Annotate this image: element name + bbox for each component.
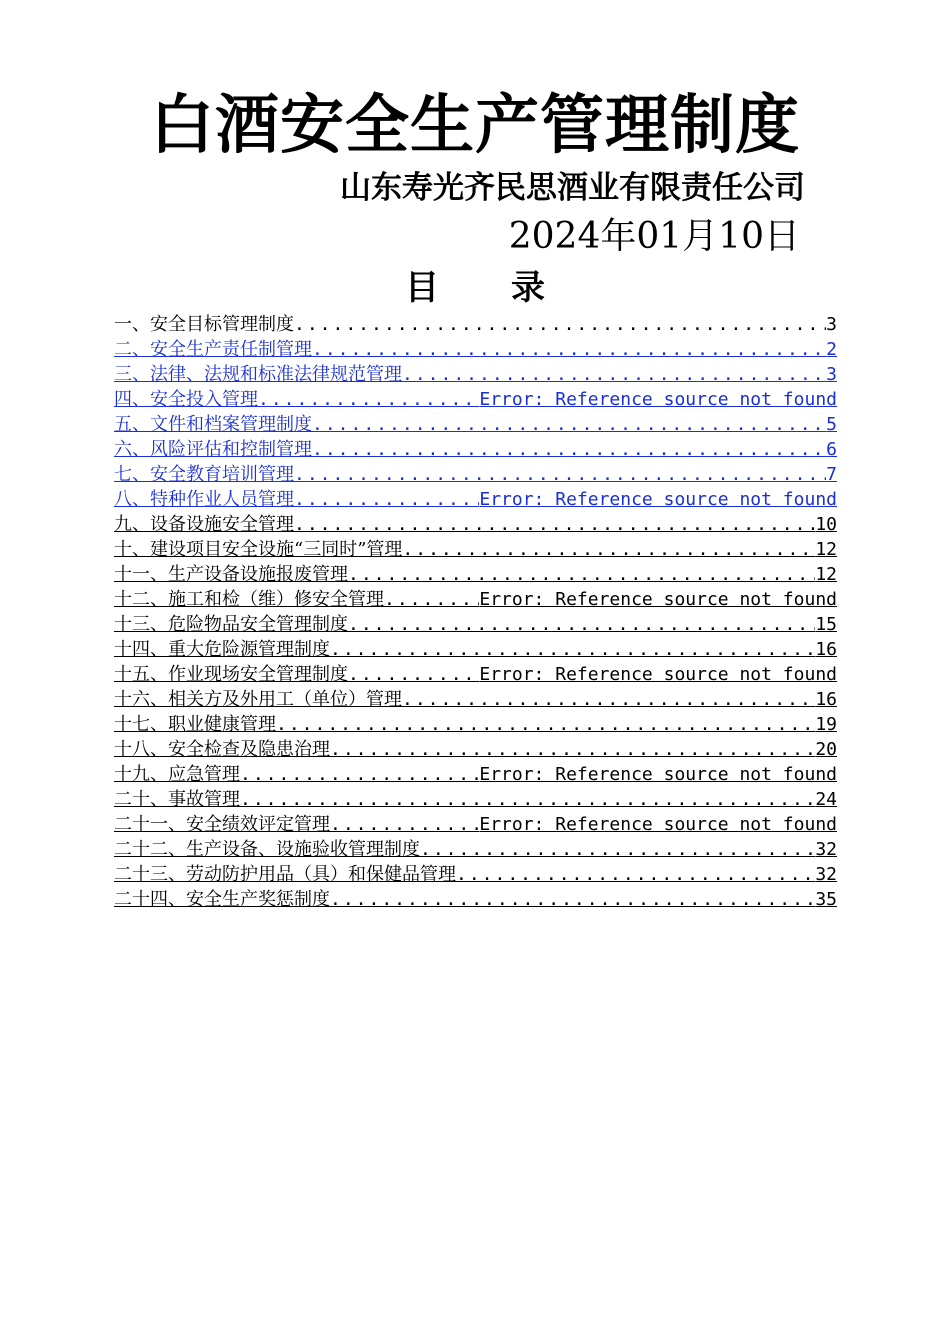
toc-entry-label: 十七、职业健康管理 [114, 714, 276, 735]
toc-dot-leader [276, 712, 815, 737]
toc-entry-page: 6 [826, 439, 837, 460]
toc-entry[interactable] [114, 337, 837, 362]
toc-entry[interactable] [114, 537, 837, 562]
toc-entry[interactable] [114, 862, 837, 887]
document-date: 2024年01月10日 [508, 216, 800, 257]
toc-entry-page: 3 [826, 314, 837, 335]
toc-dot-leader [294, 512, 815, 537]
toc-entry[interactable] [114, 387, 837, 412]
toc-entry-page: 20 [815, 739, 837, 760]
toc-entry-label: 二十三、劳动防护用品（具）和保健品管理 [114, 864, 456, 885]
toc-entry-label: 十二、施工和检（维）修安全管理 [114, 589, 384, 610]
toc-entry-label: 二十一、安全绩效评定管理 [114, 814, 330, 835]
toc-dot-leader [240, 787, 815, 812]
toc-entry-page: 2 [826, 339, 837, 360]
toc-entry-label: 六、风险评估和控制管理 [114, 439, 312, 460]
toc-dot-leader [456, 862, 815, 887]
document-title: 白酒安全生产管理制度 [150, 89, 800, 163]
toc-entry[interactable] [114, 837, 837, 862]
toc-dot-leader [420, 837, 815, 862]
toc-entry-page: Error: Reference source not found [479, 764, 837, 785]
toc-entry[interactable] [114, 787, 837, 812]
toc-entry-label: 一、安全目标管理制度 [114, 314, 294, 335]
toc-entry[interactable] [114, 587, 837, 612]
toc-entry-page: Error: Reference source not found [479, 589, 837, 610]
toc-dot-leader [294, 462, 826, 487]
toc-entry-page: 16 [815, 639, 837, 660]
toc-entry-label: 十六、相关方及外用工（单位）管理 [114, 689, 402, 710]
toc-entry[interactable] [114, 487, 837, 512]
toc-dot-leader [402, 537, 815, 562]
toc-entry[interactable] [114, 712, 837, 737]
toc-entry[interactable] [114, 687, 837, 712]
toc-dot-leader [348, 662, 479, 687]
toc-entry-label: 十三、危险物品安全管理制度 [114, 614, 348, 635]
toc-entry-label: 八、特种作业人员管理 [114, 489, 294, 510]
toc-entry[interactable] [114, 412, 837, 437]
toc-entry[interactable] [114, 812, 837, 837]
toc-dot-leader [330, 812, 479, 837]
toc-entry-page: Error: Reference source not found [479, 389, 837, 410]
toc-dot-leader [312, 412, 826, 437]
toc-entry-label: 四、安全投入管理 [114, 389, 258, 410]
toc-entry-page: 24 [815, 789, 837, 810]
toc-dot-leader [402, 362, 826, 387]
toc-entry-page: 3 [826, 364, 837, 385]
toc-entry-label: 十九、应急管理 [114, 764, 240, 785]
toc-dot-leader [330, 637, 815, 662]
toc-dot-leader [348, 562, 815, 587]
toc-entry-page: 15 [815, 614, 837, 635]
toc-entry-label: 十五、作业现场安全管理制度 [114, 664, 348, 685]
toc-dot-leader [312, 337, 826, 362]
toc-entry[interactable] [114, 762, 837, 787]
toc-dot-leader [384, 587, 479, 612]
toc-heading [0, 265, 950, 311]
toc-entry[interactable] [114, 562, 837, 587]
toc-dot-leader [294, 487, 479, 512]
toc-entry-label: 二十二、生产设备、设施验收管理制度 [114, 839, 420, 860]
toc-entry-label: 五、文件和档案管理制度 [114, 414, 312, 435]
toc-entry[interactable] [114, 612, 837, 637]
toc-entry-page: Error: Reference source not found [479, 664, 837, 685]
toc-entry-label: 三、法律、法规和标准法律规范管理 [114, 364, 402, 385]
toc-entry[interactable] [114, 362, 837, 387]
toc-entry[interactable] [114, 312, 837, 337]
toc-entry-page: 16 [815, 689, 837, 710]
toc-entry-label: 十、建设项目安全设施“三同时”管理 [114, 539, 403, 560]
toc-entry[interactable] [114, 662, 837, 687]
toc-dot-leader [348, 612, 815, 637]
toc-heading-right: 录 [511, 268, 545, 308]
toc-dot-leader [258, 387, 479, 412]
toc-entry-label: 二十、事故管理 [114, 789, 240, 810]
toc-entry-label: 十八、安全检查及隐患治理 [114, 739, 330, 760]
toc-dot-leader [294, 312, 826, 337]
toc-dot-leader [312, 437, 826, 462]
toc-dot-leader [330, 887, 815, 912]
toc-entry-page: 12 [815, 564, 837, 585]
toc-dot-leader [330, 737, 815, 762]
toc-entry[interactable] [114, 437, 837, 462]
toc-entry-page: 5 [826, 414, 837, 435]
toc-entry-page: 35 [815, 889, 837, 910]
toc-entry-label: 七、安全教育培训管理 [114, 464, 294, 485]
toc-entry-label: 十四、重大危险源管理制度 [114, 639, 330, 660]
toc-entry-page: 19 [815, 714, 837, 735]
toc-entry-label: 十一、生产设备设施报废管理 [114, 564, 348, 585]
toc-entry-page: 32 [815, 839, 837, 860]
toc-entry[interactable] [114, 462, 837, 487]
toc-heading-left: 目 [405, 268, 439, 308]
toc-entry-page: Error: Reference source not found [479, 814, 837, 835]
toc-entry-page: Error: Reference source not found [479, 489, 837, 510]
toc-entry-label: 二十四、安全生产奖惩制度 [114, 889, 330, 910]
toc-entry-page: 10 [815, 514, 837, 535]
table-of-contents [114, 312, 837, 912]
toc-entry[interactable] [114, 737, 837, 762]
toc-entry[interactable] [114, 887, 837, 912]
company-name: 山东寿光齐民思酒业有限责任公司 [340, 170, 805, 206]
toc-entry-label: 二、安全生产责任制管理 [114, 339, 312, 360]
toc-dot-leader [402, 687, 815, 712]
toc-entry-label: 九、设备设施安全管理 [114, 514, 294, 535]
toc-entry-page: 7 [826, 464, 837, 485]
toc-entry-page: 12 [815, 539, 837, 560]
toc-entry[interactable] [114, 637, 837, 662]
toc-entry[interactable] [114, 512, 837, 537]
toc-dot-leader [240, 762, 479, 787]
toc-entry-page: 32 [815, 864, 837, 885]
